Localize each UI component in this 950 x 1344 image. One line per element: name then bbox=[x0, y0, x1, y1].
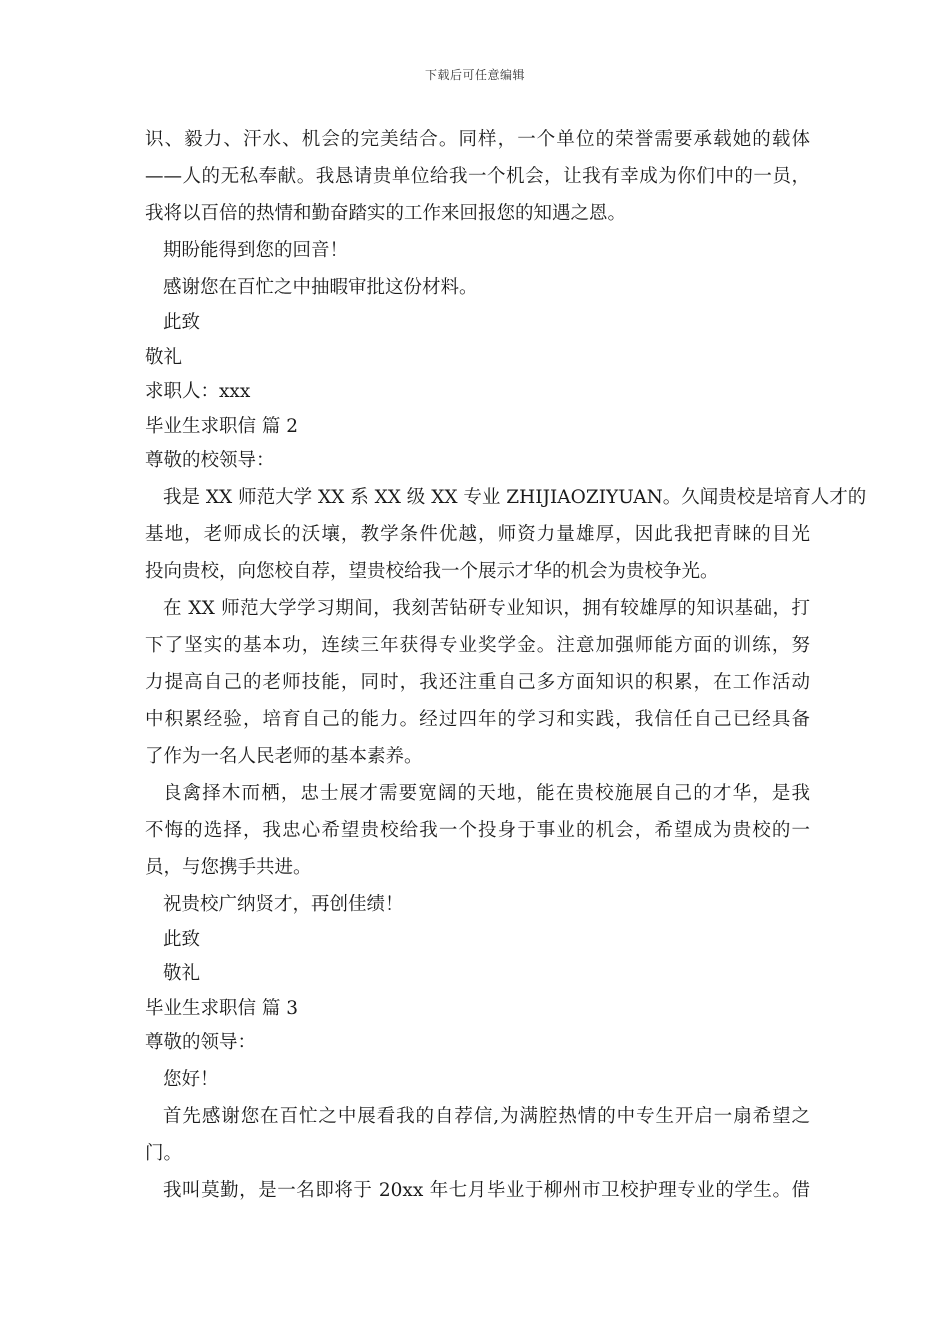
text-line: 投向贵校，向您校自荐，望贵校给我一个展示才华的机会为贵校争光。 bbox=[145, 560, 719, 582]
paragraph: 祝贵校广纳贤才，再创佳绩！ bbox=[163, 893, 404, 915]
text-line: 良禽择木而栖，忠士展才需要宽阔的天地，能在贵校施展自己的才华，是我 bbox=[163, 782, 810, 804]
greeting: 尊敬的领导： bbox=[145, 1032, 257, 1053]
text-line: 我是 XX 师范大学 XX 系 XX 级 XX 专业 ZHIJIAOZIYUAN。久闻贵校是培育人才的 bbox=[163, 486, 867, 508]
text-line: 我将以百倍的热情和勤奋踏实的工作来回报您的知遇之恩。 bbox=[145, 203, 627, 224]
text-line: 在 XX 师范大学学习期间，我刻苦钻研专业知识，拥有较雄厚的知识基础，打 bbox=[163, 597, 810, 619]
section-title: 毕业生求职信 篇 3 bbox=[145, 997, 299, 1019]
text-line: 门。 bbox=[145, 1142, 183, 1164]
signature-line: 求职人：xxx bbox=[145, 381, 251, 402]
paragraph bbox=[145, 590, 810, 775]
text-line: 中积累经验，培育自己的能力。经过四年的学习和实践，我信任自己已经具备 bbox=[145, 708, 810, 730]
text-line: 我叫莫勤，是一名即将于 20xx 年七月毕业于柳州市卫校护理专业的学生。借 bbox=[163, 1179, 810, 1201]
text-line: 力提高自己的老师技能，同时，我还注重自己多方面知识的积累，在工作活动 bbox=[145, 671, 810, 693]
closing-salutation: 此致 bbox=[163, 928, 201, 950]
document-body bbox=[145, 121, 867, 1209]
paragraph bbox=[145, 121, 810, 232]
paragraph bbox=[145, 775, 810, 886]
paragraph bbox=[145, 1098, 810, 1172]
paragraph: 期盼能得到您的回音！ bbox=[163, 240, 349, 261]
paragraph: 感谢您在百忙之中抽暇审批这份材料。 bbox=[163, 277, 478, 298]
closing-regards: 敬礼 bbox=[145, 346, 183, 368]
page-header: 下载后可任意编辑 bbox=[424, 68, 525, 82]
text-line: 员，与您携手共进。 bbox=[145, 856, 312, 878]
text-line: 不悔的选择，我忠心希望贵校给我一个投身于事业的机会，希望成为贵校的一 bbox=[145, 819, 810, 841]
text-line: 首先感谢您在百忙之中展看我的自荐信,为满腔热情的中专生开启一扇希望之 bbox=[163, 1105, 810, 1127]
text-line: 基地，老师成长的沃壤，教学条件优越，师资力量雄厚，因此我把青睐的目光 bbox=[145, 523, 810, 545]
paragraph bbox=[145, 479, 867, 590]
section-title: 毕业生求职信 篇 2 bbox=[145, 415, 299, 437]
text-line: 了作为一名人民老师的基本素养。 bbox=[145, 745, 423, 767]
paragraph: 您好！ bbox=[163, 1068, 219, 1090]
closing-regards: 敬礼 bbox=[163, 963, 201, 984]
greeting: 尊敬的校领导： bbox=[145, 450, 275, 471]
text-line: ——人的无私奉献。我恳请贵单位给我一个机会，让我有幸成为你们中的一员， bbox=[145, 166, 810, 187]
text-line: 识、毅力、汗水、机会的完美结合。同样，一个单位的荣誉需要承载她的载体 bbox=[145, 129, 810, 150]
paragraph bbox=[145, 1172, 810, 1209]
text-line: 下了坚实的基本功，连续三年获得专业奖学金。注意加强师能方面的训练，努 bbox=[145, 634, 810, 656]
closing-salutation: 此致 bbox=[163, 312, 201, 333]
